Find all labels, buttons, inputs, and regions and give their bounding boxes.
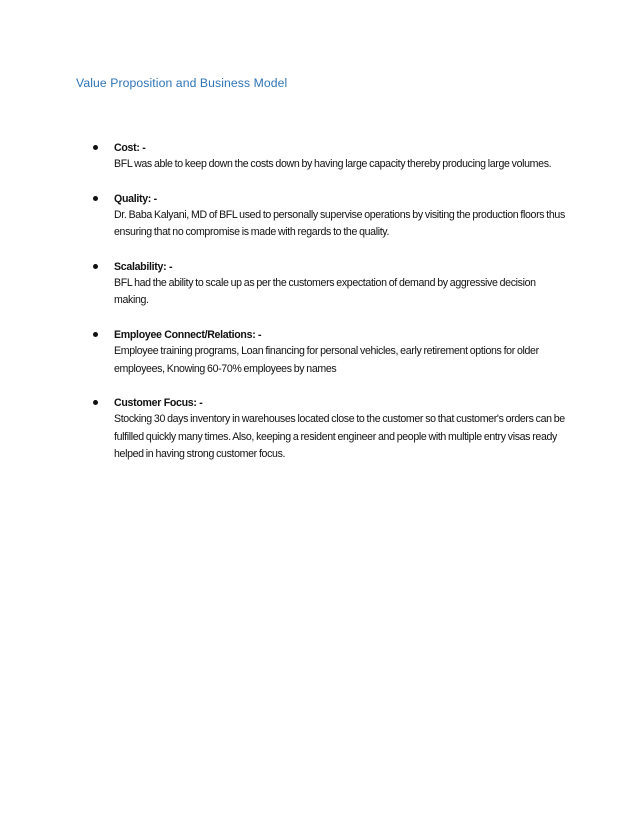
list-item-quality <box>90 191 570 242</box>
item-body: BFL had the ability to scale up as per the customers expectation of demand by aggressive decision making. <box>114 276 536 307</box>
item-title: Customer Focus: - <box>114 397 203 410</box>
item-title: Scalability: - <box>114 260 173 273</box>
list-item-cost <box>90 140 570 174</box>
item-body: Stocking 30 days inventory in warehouses located close to the customer so that customer's orders can be fulfilled quickly many times. Also, keeping a resident engineer and people with multiple entry visas ready helped in having strong customer focus. <box>114 413 565 461</box>
item-body: Employee training programs, Loan financing for personal vehicles, early retirement options for older employees, Knowing 60-70% employees by names <box>114 344 539 375</box>
section-heading: Value Proposition and Business Model <box>76 76 288 90</box>
item-body: BFL was able to keep down the costs down by having large capacity thereby producing large volumes. <box>114 158 552 170</box>
bullet-icon <box>93 400 98 405</box>
list-item-customer-focus <box>90 395 570 464</box>
bullet-icon <box>93 196 98 201</box>
bullet-icon <box>93 264 98 269</box>
item-title: Cost: - <box>114 142 146 154</box>
bullet-icon <box>93 145 98 150</box>
item-title: Quality: - <box>114 192 157 205</box>
list-item-employee-connect <box>90 327 570 378</box>
bullet-icon <box>93 332 98 337</box>
item-body: Dr. Baba Kalyani, MD of BFL used to personally supervise operations by visiting the production floors thus ensuring that no compromise is made with regards to the quality. <box>114 208 565 239</box>
list-item-scalability <box>90 259 570 310</box>
item-title: Employee Connect/Relations: - <box>114 328 262 341</box>
bullet-list <box>90 140 570 481</box>
